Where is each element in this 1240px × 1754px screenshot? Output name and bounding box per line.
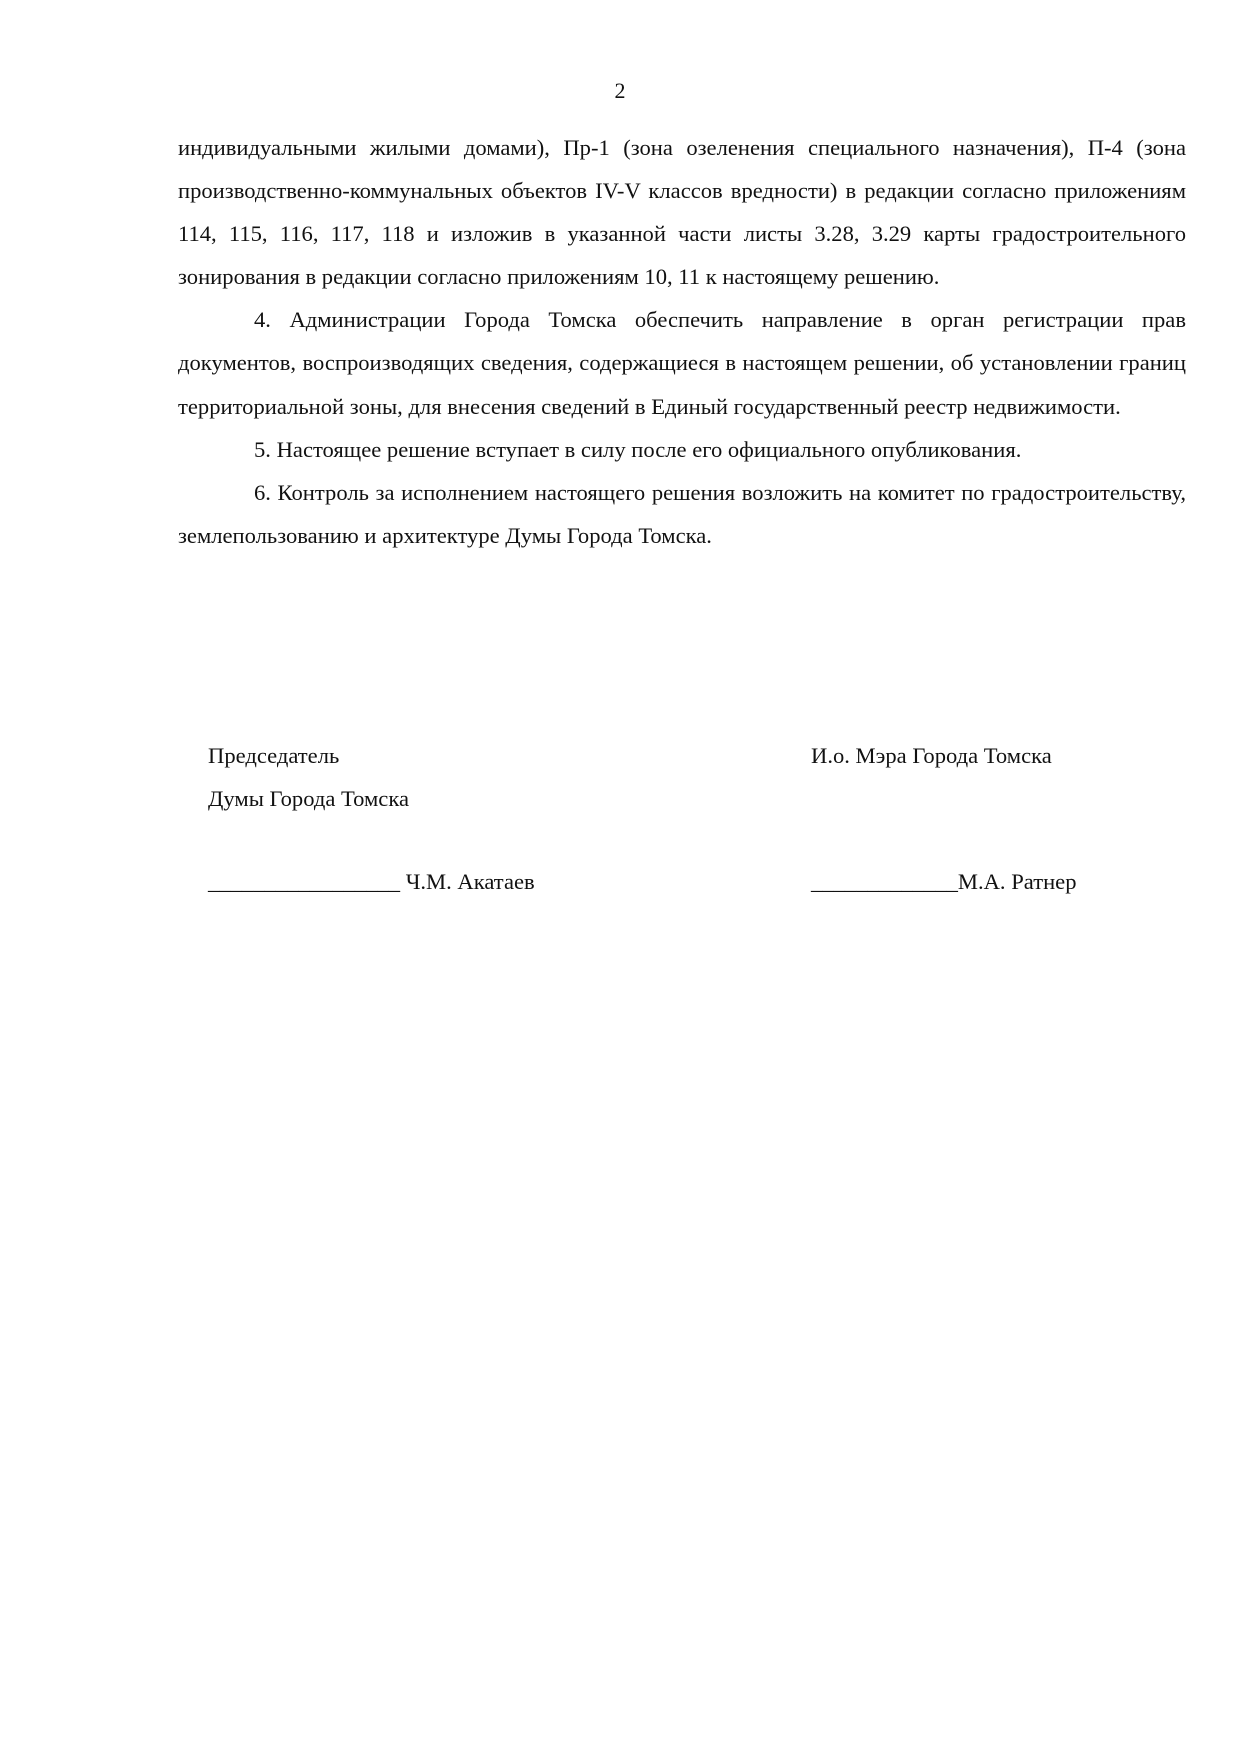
signer-title-line2: Думы Города Томска <box>208 786 409 811</box>
paragraph-item-4: 4. Администрации Города Томска обеспечить направление в орган регистрации прав документов, воспроизводящих сведения, содержащиеся в настоящем решении, об установлении границ территориальной зоны, для внесения сведений в Единый государственный реестр недвижимости. <box>178 307 1186 419</box>
document-body <box>178 126 1186 557</box>
paragraph-item-5: 5. Настоящее решение вступает в силу после его официального опубликования. <box>254 436 1022 462</box>
paragraph-continuation: индивидуальными жилыми домами), Пр-1 (зона озеленения специального назначения), П-4 (зона производственно-коммунальных объектов IV-V классов вредности) в редакции согласно приложениям 114, 115, 116, 117, 118 и изложив в указанной части листы 3.28, 3.29 карты градостроительного зонирования в редакции согласно приложениям 10, 11 к настоящему решению. <box>178 135 1186 290</box>
signature-title-right <box>811 734 1052 777</box>
signature-title-left <box>208 734 409 820</box>
signer-title-line1: И.о. Мэра Города Томска <box>811 743 1052 768</box>
paragraph-item-6: 6. Контроль за исполнением настоящего решения возложить на комитет по градостроительству, землепользованию и архитектуре Думы Города Томска. <box>178 479 1186 548</box>
signature-line-left: _________________ Ч.М. Акатаев <box>208 869 535 894</box>
signature-line-right: _____________М.А. Ратнер <box>811 869 1077 894</box>
signer-title-line1: Председатель <box>208 743 340 768</box>
page-number: 2 <box>614 78 626 103</box>
